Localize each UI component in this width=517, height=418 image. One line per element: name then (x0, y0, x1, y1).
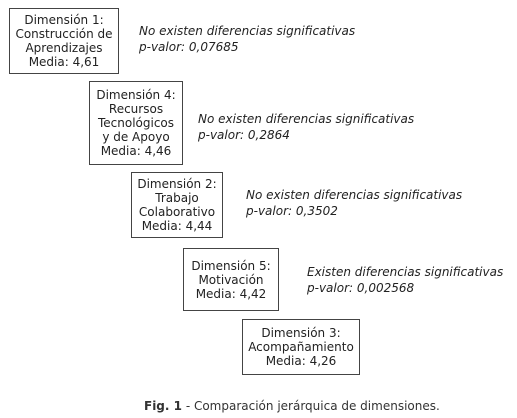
dimension-2-name-line-1: Trabajo (155, 191, 199, 205)
comparison-2-annotation (198, 111, 414, 143)
dimension-2-name-line-2: Colaborativo (138, 205, 216, 219)
dimension-3-name: Acompañamiento (248, 340, 354, 354)
comparison-2-result: No existen diferencias significativas (198, 112, 415, 126)
comparison-3-annotation (246, 187, 462, 219)
comparison-4-p-value: p-valor: 0,002568 (307, 281, 415, 295)
comparison-3-p-value: p-valor: 0,3502 (246, 204, 338, 218)
dimension-4-name-line-2: Tecnológicos (97, 116, 175, 130)
dimension-5-box (183, 248, 279, 311)
dimension-4-box (89, 81, 183, 165)
comparison-3-result: No existen diferencias significativas (246, 188, 463, 202)
dimension-1-name-line-1: Construcción de (15, 27, 113, 41)
comparison-4-annotation (307, 264, 503, 296)
figure-caption-text: - Comparación jerárquica de dimensiones. (182, 399, 440, 413)
dimension-1-title: Dimensión 1: (24, 13, 104, 27)
comparison-2-p-value: p-valor: 0,2864 (198, 128, 290, 142)
figure-label: Fig. 1 (144, 399, 182, 413)
dimension-3-box (242, 319, 360, 375)
comparison-4-result: Existen diferencias significativas (307, 265, 504, 279)
dimension-5-name: Motivación (198, 272, 264, 287)
dimension-3-title: Dimensión 3: (261, 326, 341, 340)
dimension-5-title: Dimensión 5: (191, 258, 271, 273)
dimension-1-name-line-2: Aprendizajes (25, 41, 103, 55)
dimension-4-mean: Media: 4,46 (100, 144, 172, 158)
dimension-2-title: Dimensión 2: (137, 177, 217, 191)
comparison-1-p-value: p-valor: 0,07685 (139, 40, 239, 54)
dimension-1-mean: Media: 4,61 (28, 55, 100, 69)
dimension-4-name-line-3: y de Apoyo (102, 130, 170, 144)
dimension-4-name-line-1: Recursos (108, 102, 164, 116)
dimension-2-mean: Media: 4,44 (141, 219, 213, 233)
dimension-2-box (131, 172, 223, 238)
dimension-5-mean: Media: 4,42 (195, 286, 267, 301)
comparison-1-result: No existen diferencias significativas (139, 24, 356, 38)
comparison-1-annotation (139, 23, 355, 55)
dimension-4-title: Dimensión 4: (96, 88, 176, 102)
dimension-3-mean: Media: 4,26 (265, 354, 337, 368)
dimension-1-box (9, 8, 119, 74)
figure-caption (144, 399, 440, 413)
